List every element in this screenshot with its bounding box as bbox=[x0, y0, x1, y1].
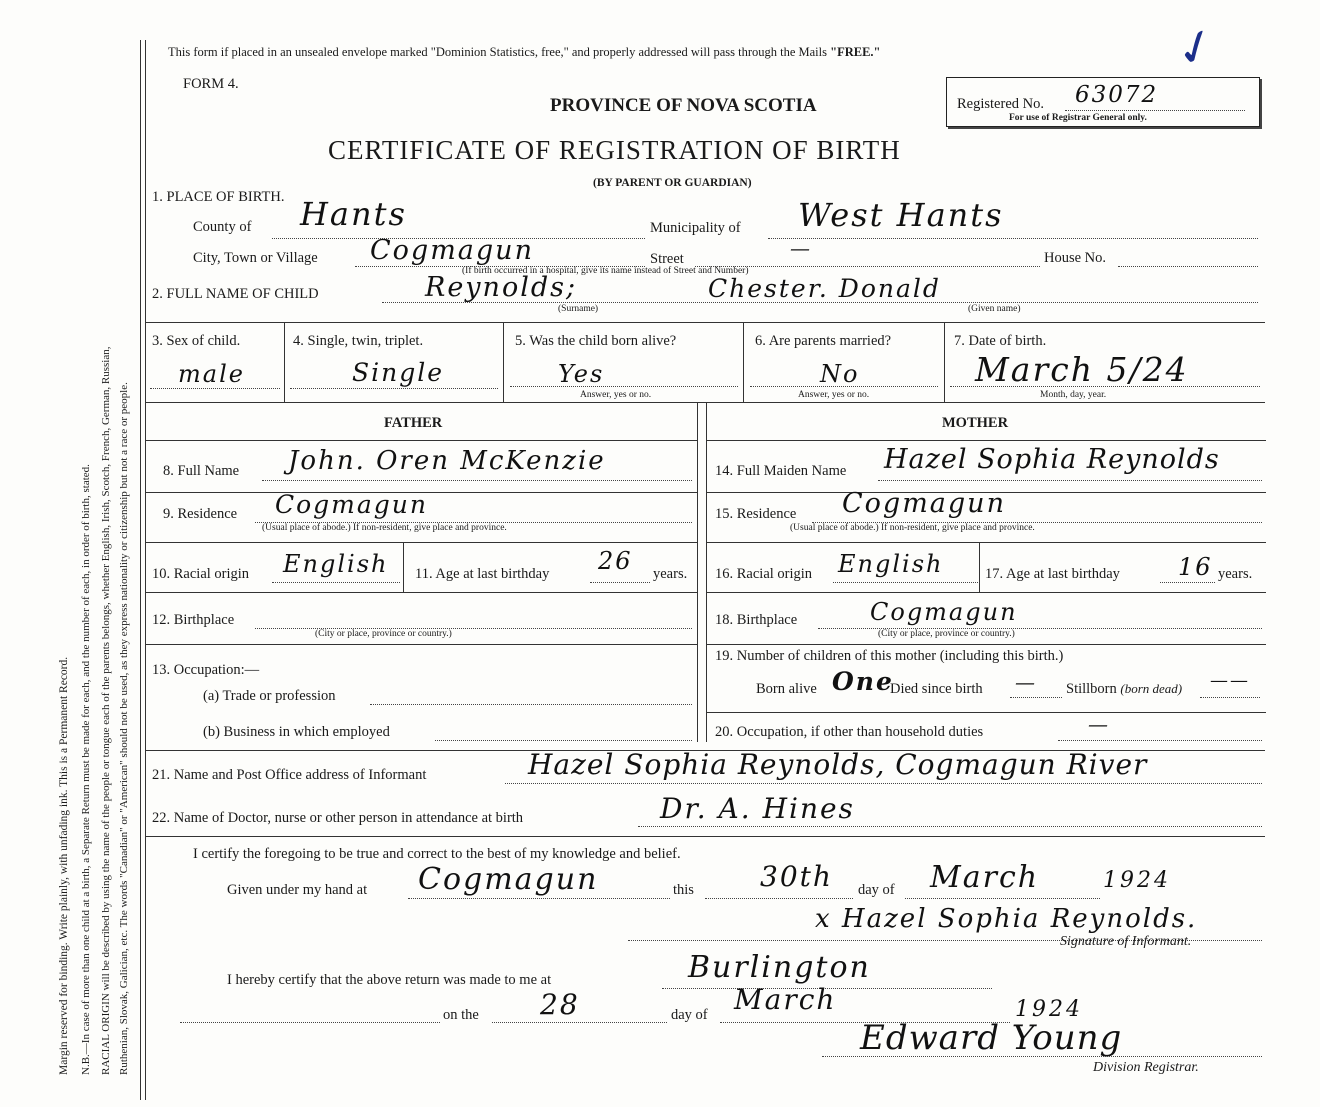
registered-value: 63072 bbox=[1075, 82, 1159, 108]
father-heading: FATHER bbox=[384, 415, 443, 431]
children-count-label: 19. Number of children of this mother (including this birth.) bbox=[715, 648, 1064, 664]
surname-hint: (Surname) bbox=[558, 304, 599, 314]
father-age-label: 11. Age at last birthday bbox=[415, 566, 550, 582]
born-alive-count-label: Born alive bbox=[756, 681, 817, 697]
mother-age-years: years. bbox=[1218, 566, 1253, 582]
mother-age-label: 17. Age at last birthday bbox=[985, 566, 1120, 582]
child-surname: Reynolds; bbox=[425, 272, 578, 303]
died-since-birth-label: Died since birth bbox=[890, 681, 983, 697]
father-business-label: (b) Business in which employed bbox=[203, 724, 390, 740]
died-since-birth-value: — bbox=[1015, 670, 1037, 694]
child-given-name: Chester. Donald bbox=[708, 274, 941, 303]
doctor-label: 22. Name of Doctor, nurse or other person in attendance at birth bbox=[152, 810, 524, 826]
certify-day-of-label: day of bbox=[858, 882, 895, 898]
parents-married-hint: Answer, yes or no. bbox=[798, 390, 870, 400]
registered-box bbox=[946, 77, 1260, 127]
return-place-value: Burlington bbox=[688, 950, 871, 985]
certify-day-value: 30th bbox=[760, 860, 833, 893]
father-age-value: 26 bbox=[598, 547, 633, 575]
stillborn-value: —— bbox=[1210, 670, 1250, 691]
father-age-years: years. bbox=[653, 566, 688, 582]
father-racial-label: 10. Racial origin bbox=[152, 566, 250, 582]
father-name-label: 8. Full Name bbox=[163, 463, 240, 479]
plurality-label: 4. Single, twin, triplet. bbox=[293, 333, 424, 349]
mother-occupation-value: — bbox=[1088, 712, 1110, 736]
mother-name-label: 14. Full Maiden Name bbox=[715, 463, 847, 479]
street-label: Street bbox=[650, 251, 684, 267]
father-residence-value: Cogmagun bbox=[275, 490, 428, 519]
certify-month-value: March bbox=[930, 860, 1040, 895]
sex-value: male bbox=[178, 360, 245, 388]
street-value: — bbox=[790, 236, 812, 260]
mother-age-value: 16 bbox=[1178, 553, 1213, 581]
mother-racial-label: 16. Racial origin bbox=[715, 566, 813, 582]
place-of-birth-label: 1. PLACE OF BIRTH. bbox=[152, 189, 285, 205]
return-day-value: 28 bbox=[540, 988, 580, 1021]
signature-of-informant-label: Signature of Informant. bbox=[1060, 934, 1192, 949]
county-label: County of bbox=[193, 219, 252, 235]
city-label: City, Town or Village bbox=[193, 250, 318, 266]
return-month-value: March bbox=[734, 983, 837, 1016]
plurality-value: Single bbox=[352, 358, 445, 387]
registrar-use-note: For use of Registrar General only. bbox=[1009, 113, 1147, 123]
margin-note-binding: Margin reserved for binding. Write plainly, with unfading ink. This is a Permanent Record. bbox=[58, 656, 70, 1075]
division-registrar-label: Division Registrar. bbox=[1093, 1060, 1199, 1075]
return-day-of-label: day of bbox=[671, 1007, 708, 1023]
margin-note-racial-2: Ruthenian, Slovak, Galician, etc. The words "Canadian" or "American" should not be used, as they express nationality or citizenship but not a race or people. bbox=[118, 382, 130, 1075]
parents-married-label: 6. Are parents married? bbox=[755, 333, 892, 349]
father-birthplace-hint: (City or place, province or country.) bbox=[315, 629, 452, 639]
mother-racial-value: English bbox=[838, 550, 944, 578]
certify-statement: I certify the foregoing to be true and correct to the best of my knowledge and belief. bbox=[193, 846, 681, 862]
parents-married-value: No bbox=[820, 360, 860, 388]
sex-label: 3. Sex of child. bbox=[152, 333, 241, 349]
given-under-label: Given under my hand at bbox=[227, 882, 368, 898]
father-name-value: John. Oren McKenzie bbox=[288, 446, 606, 476]
mother-name-value: Hazel Sophia Reynolds bbox=[884, 444, 1220, 475]
postal-note: This form if placed in an unsealed envelope marked "Dominion Statistics, free," and properly addressed will pass through the Mails "FREE." bbox=[168, 45, 881, 59]
province-heading: PROVINCE OF NOVA SCOTIA bbox=[550, 95, 817, 116]
child-name-label: 2. FULL NAME OF CHILD bbox=[152, 286, 319, 302]
father-residence-label: 9. Residence bbox=[163, 506, 238, 522]
father-racial-value: English bbox=[283, 550, 389, 578]
county-value: Hants bbox=[300, 195, 407, 233]
on-the-label: on the bbox=[443, 1007, 479, 1023]
informant-value: Hazel Sophia Reynolds, Cogmagun River bbox=[528, 748, 1148, 781]
father-residence-hint: (Usual place of abode.) If non-resident, give place and province. bbox=[262, 523, 507, 533]
city-value: Cogmagun bbox=[370, 235, 534, 266]
margin-rule bbox=[140, 40, 141, 1100]
informant-signature: x Hazel Sophia Reynolds. bbox=[815, 904, 1198, 934]
mother-heading: MOTHER bbox=[942, 415, 1009, 431]
given-name-hint: (Given name) bbox=[968, 304, 1021, 314]
father-birthplace-label: 12. Birthplace bbox=[152, 612, 235, 628]
born-alive-label: 5. Was the child born alive? bbox=[515, 333, 677, 349]
mother-occupation-label: 20. Occupation, if other than household duties bbox=[715, 724, 984, 740]
hospital-note: (If birth occurred in a hospital, give its name instead of Street and Number) bbox=[462, 266, 749, 276]
date-of-birth-value: March 5/24 bbox=[975, 350, 1189, 389]
father-trade-label: (a) Trade or profession bbox=[203, 688, 336, 704]
house-no-label: House No. bbox=[1044, 250, 1107, 266]
certify-year-value: 1924 bbox=[1103, 868, 1171, 893]
mother-residence-value: Cogmagun bbox=[842, 488, 1006, 519]
given-under-place: Cogmagun bbox=[418, 862, 599, 897]
margin-note-nb: N.B.—In case of more than one child at a birth, a Separate Return must be made for each, and the number of each, in order of birth, stated. bbox=[80, 464, 92, 1075]
born-alive-value: Yes bbox=[558, 360, 605, 388]
doctor-value: Dr. A. Hines bbox=[660, 792, 855, 825]
margin-note-racial-1: RACIAL ORIGIN will be described by using the name of the people or tongue each of the parents belongs, whether English, Irish, Scotch, French, German, Russian, bbox=[100, 346, 112, 1075]
registrar-signature: Edward Young bbox=[860, 1018, 1123, 1058]
page-title: CERTIFICATE OF REGISTRATION OF BIRTH bbox=[328, 135, 901, 165]
margin-rule-inner bbox=[145, 40, 146, 1100]
date-of-birth-hint: Month, day, year. bbox=[1040, 390, 1107, 400]
born-alive-hint: Answer, yes or no. bbox=[580, 390, 652, 400]
father-occupation-label: 13. Occupation:— bbox=[152, 662, 260, 678]
born-alive-count-value: One bbox=[832, 667, 894, 696]
municipality-label: Municipality of bbox=[650, 220, 741, 236]
mother-birthplace-label: 18. Birthplace bbox=[715, 612, 798, 628]
return-year-value: 1924 bbox=[1015, 997, 1083, 1022]
mother-residence-label: 15. Residence bbox=[715, 506, 797, 522]
informant-label: 21. Name and Post Office address of Informant bbox=[152, 767, 427, 783]
page-subtitle: (BY PARENT OR GUARDIAN) bbox=[593, 177, 752, 189]
mother-birthplace-value: Cogmagun bbox=[870, 598, 1018, 626]
registered-label: Registered No. bbox=[957, 96, 1044, 112]
date-of-birth-label: 7. Date of birth. bbox=[954, 333, 1047, 349]
form-number: FORM 4. bbox=[183, 76, 239, 92]
this-label: this bbox=[673, 882, 694, 898]
mother-birthplace-hint: (City or place, province or country.) bbox=[878, 629, 1015, 639]
return-made-label: I hereby certify that the above return was made to me at bbox=[227, 972, 552, 988]
mother-residence-hint: (Usual place of abode.) If non-resident, give place and province. bbox=[790, 523, 1035, 533]
stillborn-label: Stillborn (born dead) bbox=[1066, 681, 1183, 697]
check-mark-icon: ✓ bbox=[1168, 16, 1225, 81]
municipality-value: West Hants bbox=[798, 196, 1004, 234]
